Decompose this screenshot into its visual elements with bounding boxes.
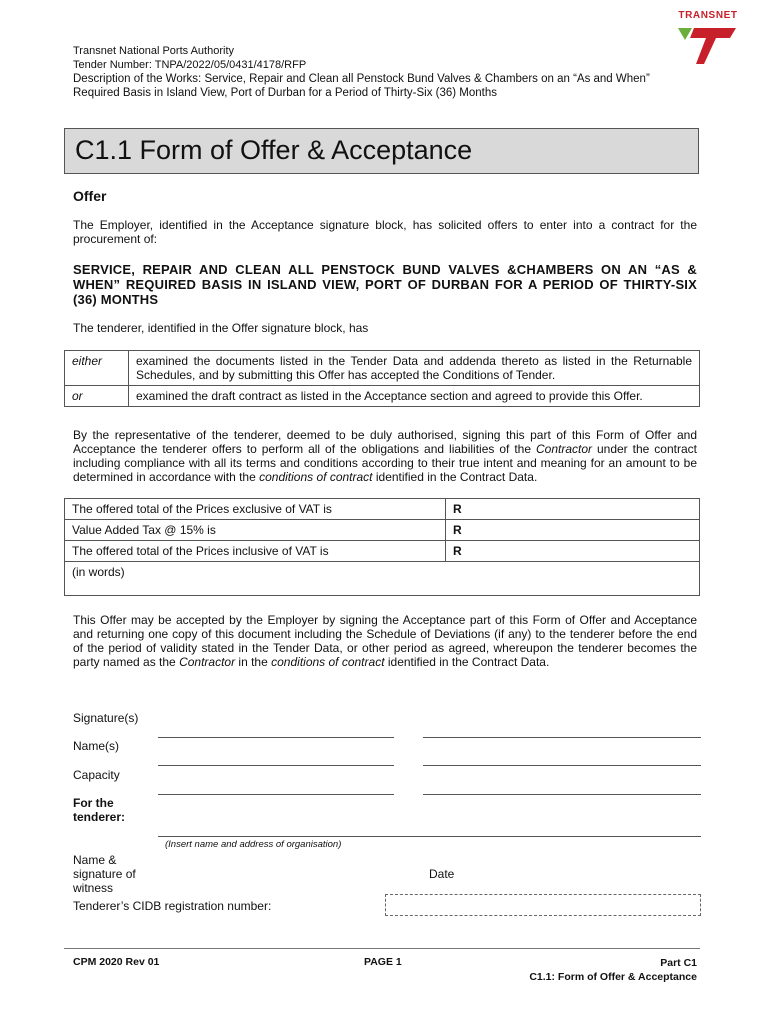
footer-divider [64,948,700,949]
text-run: By the representative of the tenderer, deemed to be duly authorised, signing this part of this Form of Offer and Acceptance the tenderer offers to perform all of the obligations and liabilities of the [73,428,697,456]
table-row [65,386,700,407]
table-row [65,562,700,596]
table-row [65,520,700,541]
form-title-box [64,128,699,174]
table-row [65,499,700,520]
representative-paragraph [73,428,697,484]
conditions-term: conditions of contract [271,655,385,669]
capacity-line-2[interactable] [423,794,701,795]
signatures-label: Signature(s) [73,711,139,725]
offer-heading: Offer [73,188,107,204]
option-key: or [65,386,129,407]
offer-options-table [64,350,700,407]
total-value-field[interactable]: R [446,541,700,562]
signature-line-2[interactable] [423,737,701,738]
intro-paragraph: The Employer, identified in the Acceptance signature block, has solicited offers to enter into a contract for the procurement of: [73,218,697,246]
option-text: examined the draft contract as listed in the Acceptance section and agreed to provide this Offer. [129,386,700,407]
cidb-number-field[interactable] [385,894,701,916]
footer-page-number: PAGE 1 [364,956,402,968]
transnet-logo [676,10,740,66]
page-title: C1.1 Form of Offer & Acceptance [75,135,473,165]
witness-line-1: Name & [73,853,117,867]
vat-value-field[interactable]: R [446,520,700,541]
works-title: SERVICE, REPAIR AND CLEAN ALL PENSTOCK BUND VALVES &CHAMBERS ON AN “AS & WHEN” REQUIRED BASIS IN ISLAND VIEW, PORT OF DURBAN FOR A PERIOD OF THIRTY-SIX (36) MONTHS [73,262,697,307]
witness-line-2: signature of [73,867,136,881]
witness-label [73,853,136,895]
document-header [73,44,683,100]
authority-name: Transnet National Ports Authority [73,45,235,57]
text-run: identified in the Contract Data. [384,655,550,669]
text-run: identified in the Contract Data. [372,470,538,484]
cidb-label: Tenderer’s CIDB registration number: [73,899,272,913]
name-line-2[interactable] [423,765,701,766]
tender-number: Tender Number: TNPA/2022/05/0431/4178/RFP [73,59,307,71]
footer-part-line-2: C1.1: Form of Offer & Acceptance [529,971,697,983]
price-label: The offered total of the Prices inclusive of VAT is [65,541,446,562]
name-line-1[interactable] [158,765,394,766]
for-tenderer-line-2: tenderer: [73,810,126,824]
date-label: Date [429,867,455,881]
conditions-term: conditions of contract [259,470,373,484]
contractor-term: Contractor [535,442,593,456]
for-tenderer-line-1: For the [73,796,114,810]
witness-line-3: witness [73,881,114,895]
text-run: in the [235,655,272,669]
table-row [65,351,700,386]
insert-organisation-note: (Insert name and address of organisation) [165,839,342,850]
signature-line-1[interactable] [158,737,394,738]
for-tenderer-label [73,796,125,824]
price-value-field[interactable]: R [446,499,700,520]
amount-in-words-field[interactable]: (in words) [65,562,700,596]
works-description: Description of the Works: Service, Repair and Clean all Penstock Bund Valves & Chambers on an “As and When” Required Basis in Island View, Port of Durban for a Period of Thirty-Six (36) Months [73,73,650,99]
price-label: Value Added Tax @ 15% is [65,520,446,541]
footer-part-line-1: Part C1 [660,957,697,969]
organisation-line[interactable] [158,836,701,837]
transnet-mark-icon [678,26,738,66]
names-label: Name(s) [73,739,120,753]
tenderer-intro: The tenderer, identified in the Offer signature block, has [73,321,369,335]
logo-wordmark: TRANSNET [678,10,738,21]
text-run: This Offer may be accepted by the Employer by signing the Acceptance part of this Form of Offer and Acceptance and returning one copy of this document including the Schedule of Deviations (if any) to the tenderer before the end of the period of validity stated in the Tender Data, or other period as agreed, whereupon the tenderer becomes the party named as the [73,613,697,669]
price-table [64,498,700,596]
price-label: The offered total of the Prices exclusive of VAT is [65,499,446,520]
contractor-term: Contractor [179,655,236,669]
text-run: under the contract including compliance with all its terms and conditions according to their true intent and meaning for an amount to be determined in accordance with the [73,442,697,484]
capacity-line-1[interactable] [158,794,394,795]
footer-part [460,956,697,984]
footer-revision: CPM 2020 Rev 01 [73,956,160,968]
acceptance-paragraph [73,613,697,669]
capacity-label: Capacity [73,768,120,782]
table-row [65,541,700,562]
option-key: either [65,351,129,386]
option-text: examined the documents listed in the Tender Data and addenda thereto as listed in the Returnable Schedules, and by submitting this Offer has accepted the Conditions of Tender. [129,351,700,386]
